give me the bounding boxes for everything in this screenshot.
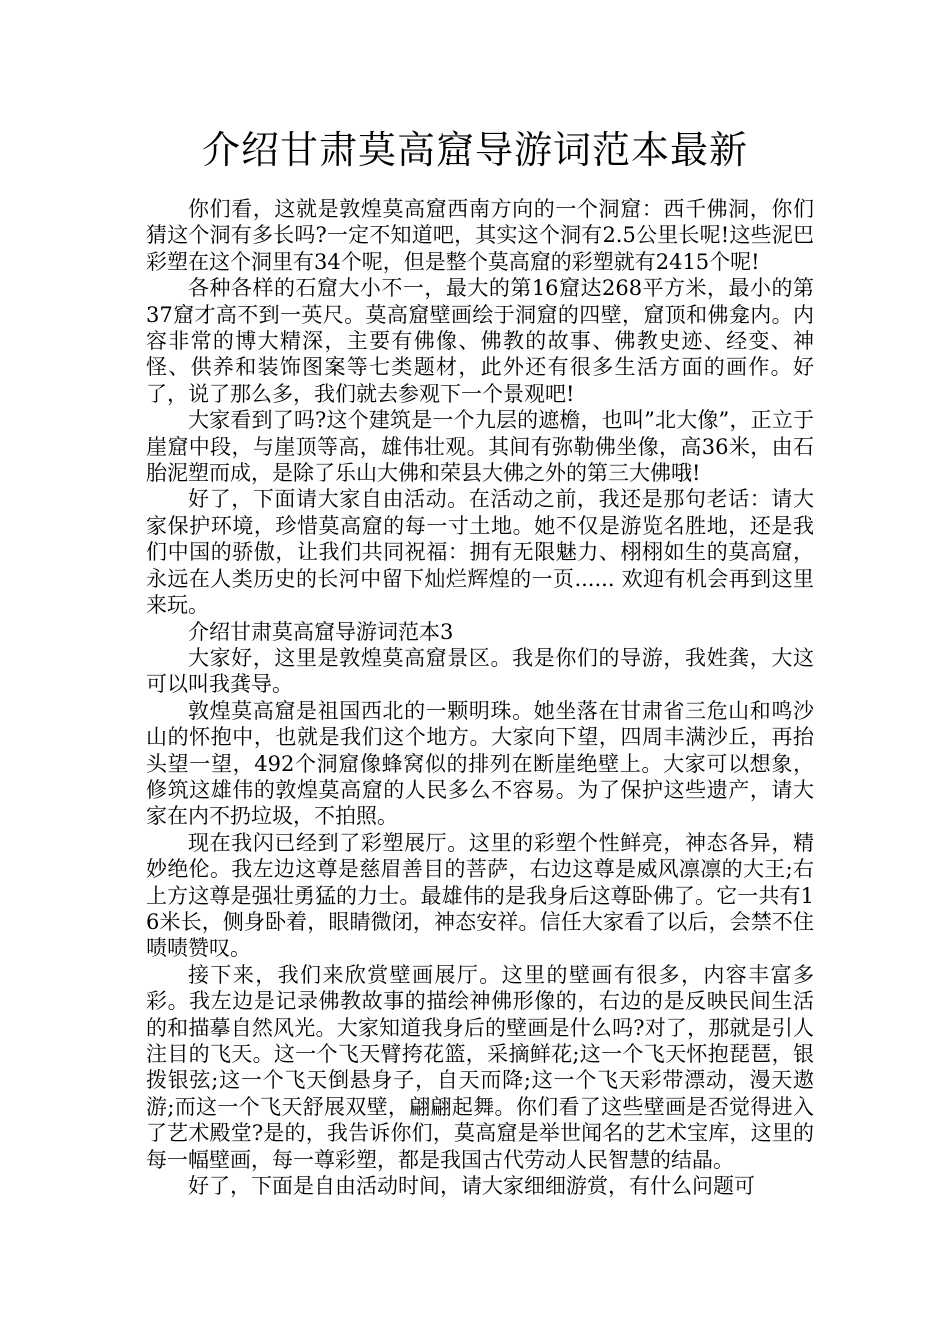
paragraph-1: 你们看，这就是敦煌莫高窟西南方向的一个洞窟：西千佛洞，你们猜这个洞有多长吗?一定不知道吧，其实这个洞有2.5公里长呢!这些泥巴彩塑在这个洞里有34个呢，但是整个莫高窟的彩塑就有2415个呢! — [146, 197, 814, 274]
paragraph-5: 大家好，这里是敦煌莫高窟景区。我是你们的导游，我姓龚，大这可以叫我龚导。 — [146, 645, 814, 697]
section-heading: 介绍甘肃莫高窟导游词范本3 — [188, 619, 454, 644]
paragraph-7: 现在我闪已经到了彩塑展厅。这里的彩塑个性鲜亮，神态各异，精妙绝伦。我左边这尊是慈眉善目的菩萨，右边这尊是威风凛凛的大王;右上方这尊是强壮勇猛的力士。最雄伟的是我身后这尊卧佛了。它一共有16米长，侧身卧着，眼睛微闭，神态安祥。信任大家看了以后，会禁不住啧啧赞叹。 — [146, 830, 814, 961]
paragraph-9: 好了，下面是自由活动时间，请大家细细游赏，有什么问题可 — [188, 1174, 755, 1199]
document-body — [146, 196, 814, 1199]
paragraph-6: 敦煌莫高窟是祖国西北的一颗明珠。她坐落在甘肃省三危山和鸣沙山的怀抱中，也就是我们这个地方。大家向下望，四周丰满沙丘，再抬头望一望，492个洞窟像蜂窝似的排列在断崖绝壁上。大家可以想象，修筑这雄伟的敦煌莫高窟的人民多么不容易。为了保护这些遗产，请大家在内不扔垃圾，不拍照。 — [146, 698, 814, 829]
paragraph-3: 大家看到了吗?这个建筑是一个九层的遮檐，也叫”北大像”，正立于崖窟中段，与崖顶等高，雄伟壮观。其间有弥勒佛坐像，高36米，由石胎泥塑而成，是除了乐山大佛和荣县大佛之外的第三大佛哦! — [146, 408, 814, 486]
document-title: 介绍甘肃莫高窟导游词范本最新 — [201, 128, 748, 172]
paragraph-4: 好了，下面请大家自由活动。在活动之前，我还是那句老话：请大家保护环境，珍惜莫高窟的每一寸土地。她不仅是游览名胜地，还是我们中国的骄傲，让我们共同祝福：拥有无限魅力、栩栩如生的莫高窟，永远在人类历史的长河中留下灿烂辉煌的一页...... 欢迎有机会再到这里来玩。 — [146, 487, 814, 618]
paragraph-2: 各种各样的石窟大小不一，最大的第16窟达268平方米，最小的第37窟才高不到一英尺。莫高窟壁画绘于洞窟的四壁，窟顶和佛龛内。内容非常的博大精深，主要有佛像、佛教的故事、佛教史迹、经变、神怪、供养和装饰图案等七类题材，此外还有很多生活方面的画作。好了，说了那么多，我们就去参观下一个景观吧! — [146, 276, 814, 406]
paragraph-8: 接下来，我们来欣赏壁画展厅。这里的壁画有很多，内容丰富多彩。我左边是记录佛教故事的描绘神佛形像的，右边的是反映民间生活的和描摹自然风光。大家知道我身后的壁画是什么吗?对了，那就是引人注目的飞天。这一个飞天臂挎花篮，采摘鲜花;这一个飞天怀抱琵琶，银拨银弦;这一个飞天倒悬身子，自天而降;这一个飞天彩带漂动，漫天遨游;而这一个飞天舒展双壁，翩翩起舞。你们看了这些壁画是否觉得进入了艺术殿堂?是的，我告诉你们，莫高窟是举世闻名的艺术宝库，这里的每一幅壁画，每一尊彩塑，都是我国古代劳动人民智慧的结晶。 — [146, 962, 814, 1172]
